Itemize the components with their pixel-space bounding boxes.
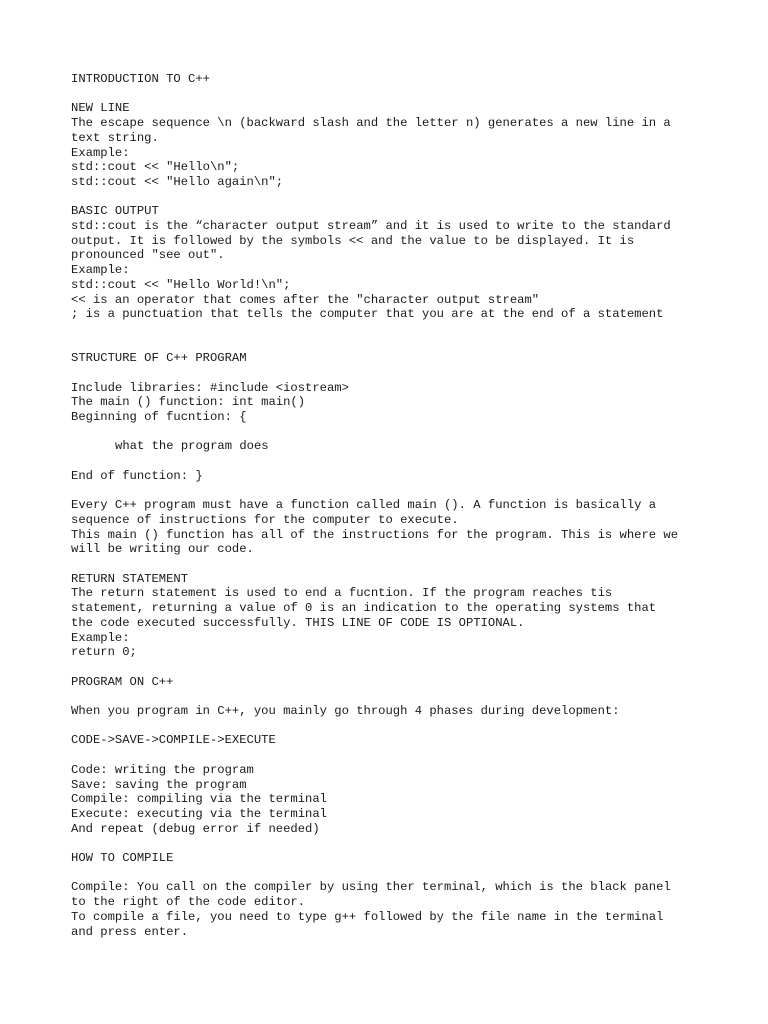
text-line: << is an operator that comes after the "character output stream" bbox=[71, 292, 540, 307]
text-line: Compile: You call on the compiler by using ther terminal, which is the black panel bbox=[71, 880, 671, 895]
text-line: Code: writing the program bbox=[71, 762, 254, 777]
text-line: the code executed successfully. THIS LINE OF CODE IS OPTIONAL. bbox=[71, 615, 525, 630]
spacer bbox=[71, 425, 731, 440]
spacer bbox=[71, 866, 731, 881]
code-line: std::cout << "Hello World!\n"; bbox=[71, 277, 291, 292]
example-label: Example: bbox=[71, 630, 130, 645]
spacer bbox=[71, 719, 731, 734]
text-line: And repeat (debug error if needed) bbox=[71, 821, 320, 836]
text-line: sequence of instructions for the computer to execute. bbox=[71, 512, 459, 527]
spacer bbox=[71, 689, 731, 704]
text-line-indented: what the program does bbox=[115, 439, 269, 454]
spacer bbox=[71, 454, 731, 469]
code-line: std::cout << "Hello\n"; bbox=[71, 160, 240, 175]
section-heading-return-statement: RETURN STATEMENT bbox=[71, 571, 189, 586]
text-line: This main () function has all of the instructions for the program. This is where we bbox=[71, 527, 679, 542]
text-line: std::cout is the “character output stream” and it is used to write to the standard bbox=[71, 219, 671, 233]
text-line: ; is a punctuation that tells the computer that you are at the end of a statement bbox=[71, 307, 664, 322]
text-line: output. It is followed by the symbols << and the value to be displayed. It is bbox=[71, 233, 635, 248]
text-line: Beginning of fucntion: { bbox=[71, 410, 247, 425]
text-line: Execute: executing via the terminal bbox=[71, 806, 327, 821]
spacer bbox=[71, 190, 731, 205]
spacer bbox=[71, 557, 731, 572]
text-line: text string. bbox=[71, 130, 159, 145]
text-line: Save: saving the program bbox=[71, 777, 247, 792]
text-line: CODE->SAVE->COMPILE->EXECUTE bbox=[71, 733, 276, 748]
section-heading-basic-output: BASIC OUTPUT bbox=[71, 204, 159, 219]
text-line: and press enter. bbox=[71, 924, 189, 939]
text-line: The main () function: int main() bbox=[71, 395, 306, 410]
text-line: pronounced "see out". bbox=[71, 248, 225, 263]
example-label: Example: bbox=[71, 263, 130, 278]
text-line: will be writing our code. bbox=[71, 542, 254, 557]
section-heading-compile: HOW TO COMPILE bbox=[71, 851, 174, 866]
example-label: Example: bbox=[71, 145, 130, 160]
spacer bbox=[71, 337, 731, 352]
section-heading-program: PROGRAM ON C++ bbox=[71, 674, 174, 689]
text-line: The return statement is used to end a fucntion. If the program reaches tis bbox=[71, 586, 613, 601]
text-line: to the right of the code editor. bbox=[71, 895, 306, 910]
spacer bbox=[71, 748, 731, 763]
code-line: return 0; bbox=[71, 645, 137, 660]
section-heading-structure: STRUCTURE OF C++ PROGRAM bbox=[71, 351, 247, 366]
document-title: INTRODUCTION TO C++ bbox=[71, 72, 210, 86]
document-page bbox=[71, 72, 731, 939]
text-line: Compile: compiling via the terminal bbox=[71, 792, 327, 807]
code-line: std::cout << "Hello again\n"; bbox=[71, 174, 284, 189]
spacer bbox=[71, 366, 731, 381]
spacer bbox=[71, 660, 731, 675]
spacer bbox=[71, 836, 731, 851]
spacer bbox=[71, 322, 731, 337]
text-line: When you program in C++, you mainly go through 4 phases during development: bbox=[71, 704, 620, 719]
text-line: The escape sequence \n (backward slash and the letter n) generates a new line in a bbox=[71, 116, 671, 131]
section-heading-new-line: NEW LINE bbox=[71, 101, 130, 116]
spacer bbox=[71, 484, 731, 499]
text-line: Include libraries: #include <iostream> bbox=[71, 380, 349, 395]
spacer bbox=[71, 87, 731, 102]
text-line: To compile a file, you need to type g++ followed by the file name in the terminal bbox=[71, 909, 664, 924]
text-line: End of function: } bbox=[71, 468, 203, 483]
text-line: Every C++ program must have a function called main (). A function is basically a bbox=[71, 498, 657, 513]
text-line: statement, returning a value of 0 is an indication to the operating systems that bbox=[71, 601, 657, 616]
